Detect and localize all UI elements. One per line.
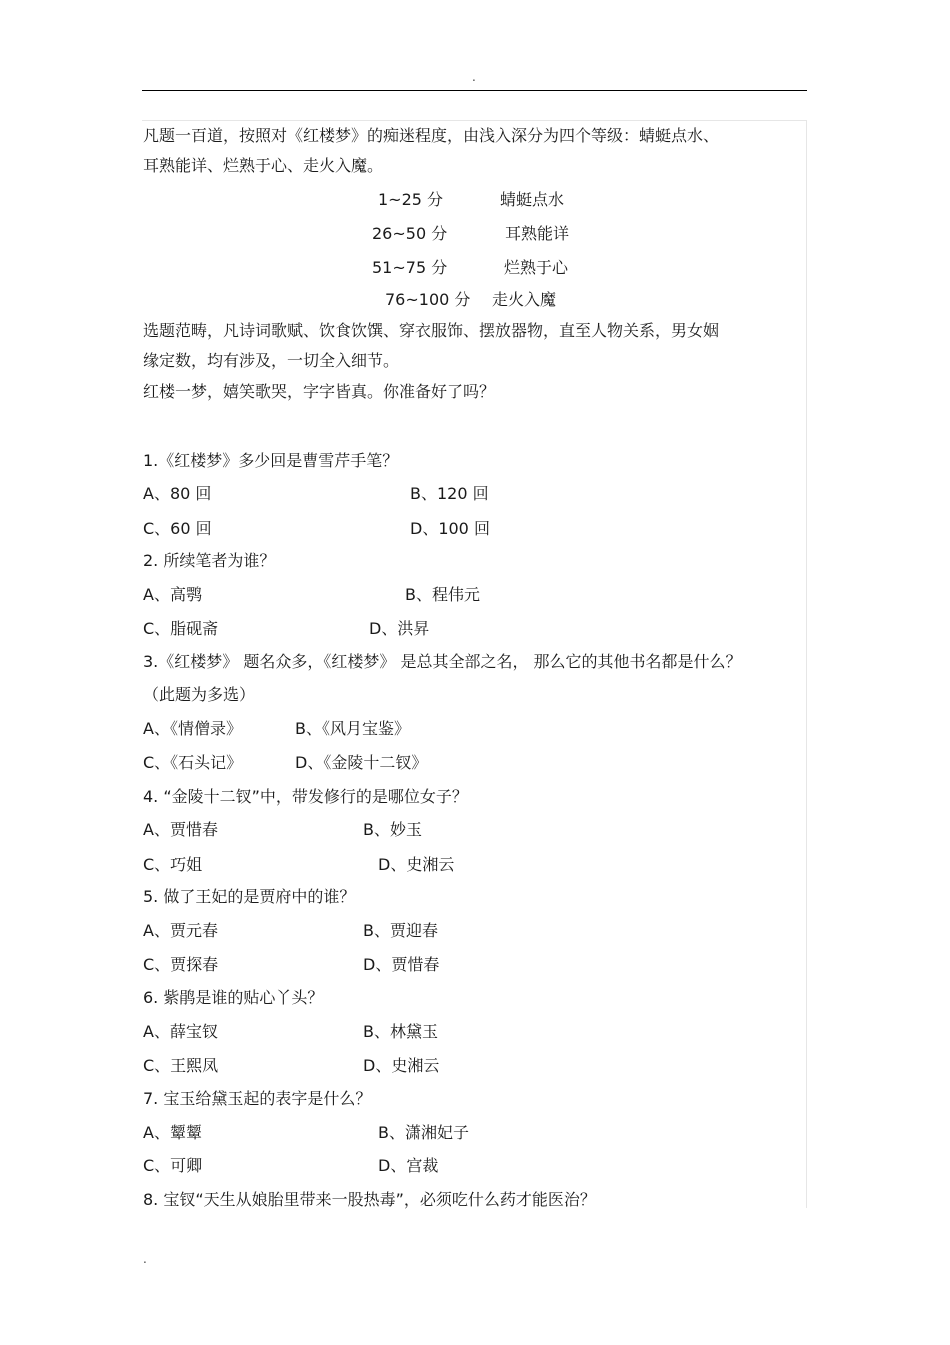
- q6-option-d: D、史湘云: [363, 1056, 440, 1075]
- intro-line-4: 缘定数，均有涉及，一切全入细节。: [143, 351, 400, 370]
- q2-option-c: C、脂砚斋: [143, 619, 219, 638]
- q3-option-c: C、《石头记》: [143, 753, 243, 772]
- q5-option-a: A、贾元春: [143, 921, 218, 940]
- q2-option-d: D、洪昇: [369, 619, 430, 638]
- frame-border-right: [806, 120, 807, 1208]
- level-range-1: 1~25 分: [378, 190, 444, 209]
- q5-option-c: C、贾探春: [143, 955, 219, 974]
- q7-option-a: A、颦颦: [143, 1123, 202, 1142]
- q5-option-d: D、贾惜春: [363, 955, 440, 974]
- q7-option-d: D、宫裁: [378, 1156, 439, 1175]
- question-7: 7. 宝玉给黛玉起的表字是什么？: [143, 1089, 372, 1108]
- q6-option-a: A、薛宝钗: [143, 1022, 218, 1041]
- level-name-4: 走火入魔: [492, 290, 557, 309]
- intro-line-2: 耳熟能详、烂熟于心、走火入魔。: [143, 156, 384, 175]
- q1-option-b: B、120 回: [410, 484, 489, 503]
- question-8: 8. 宝钗“天生从娘胎里带来一股热毒”，必须吃什么药才能医治？: [143, 1190, 596, 1209]
- q6-option-b: B、林黛玉: [363, 1022, 438, 1041]
- question-1: 1.《红楼梦》多少回是曹雪芹手笔？: [143, 451, 399, 470]
- question-2: 2. 所续笔者为谁？: [143, 551, 276, 570]
- q3-option-b: B、《风月宝鉴》: [295, 719, 410, 738]
- q4-option-c: C、巧姐: [143, 855, 203, 874]
- level-name-2: 耳熟能详: [505, 224, 570, 243]
- q2-option-a: A、高鹗: [143, 585, 202, 604]
- q4-option-a: A、贾惜春: [143, 820, 218, 839]
- question-3-note: （此题为多选）: [143, 685, 256, 704]
- q5-option-b: B、贾迎春: [363, 921, 438, 940]
- question-3: 3.《红楼梦》 题名众多，《红楼梦》 是总其全部之名， 那么它的其他书名都是什么？: [143, 652, 742, 671]
- frame-border-top: [142, 120, 807, 121]
- q3-option-d: D、《金陵十二钗》: [295, 753, 428, 772]
- question-5: 5. 做了王妃的是贾府中的谁？: [143, 887, 356, 906]
- q7-option-b: B、潇湘妃子: [378, 1123, 469, 1142]
- header-rule: [142, 90, 807, 91]
- question-4: 4. “金陵十二钗”中，带发修行的是哪位女子？: [143, 787, 468, 806]
- header-mark: .: [472, 70, 476, 84]
- intro-line-3: 选题范畴，凡诗词歌赋、饮食饮馔、穿衣服饰、摆放器物，直至人物关系，男女姻: [143, 321, 720, 340]
- q1-option-a: A、80 回: [143, 484, 212, 503]
- q7-option-c: C、可卿: [143, 1156, 203, 1175]
- level-range-3: 51~75 分: [372, 258, 448, 277]
- level-name-3: 烂熟于心: [504, 258, 569, 277]
- intro-line-1: 凡题一百道，按照对《红楼梦》的痴迷程度，由浅入深分为四个等级：蜻蜓点水、: [143, 126, 720, 145]
- level-range-2: 26~50 分: [372, 224, 448, 243]
- q4-option-d: D、史湘云: [378, 855, 455, 874]
- level-range-4: 76~100 分: [385, 290, 471, 309]
- q4-option-b: B、妙玉: [363, 820, 422, 839]
- q1-option-c: C、60 回: [143, 519, 212, 538]
- question-6: 6. 紫鹃是谁的贴心丫头？: [143, 988, 324, 1007]
- q2-option-b: B、程伟元: [405, 585, 480, 604]
- level-name-1: 蜻蜓点水: [500, 190, 565, 209]
- q1-option-d: D、100 回: [410, 519, 490, 538]
- footer-mark: .: [143, 1252, 147, 1266]
- intro-line-5: 红楼一梦，嬉笑歌哭，字字皆真。你准备好了吗？: [143, 382, 496, 401]
- q3-option-a: A、《情僧录》: [143, 719, 242, 738]
- q6-option-c: C、王熙凤: [143, 1056, 219, 1075]
